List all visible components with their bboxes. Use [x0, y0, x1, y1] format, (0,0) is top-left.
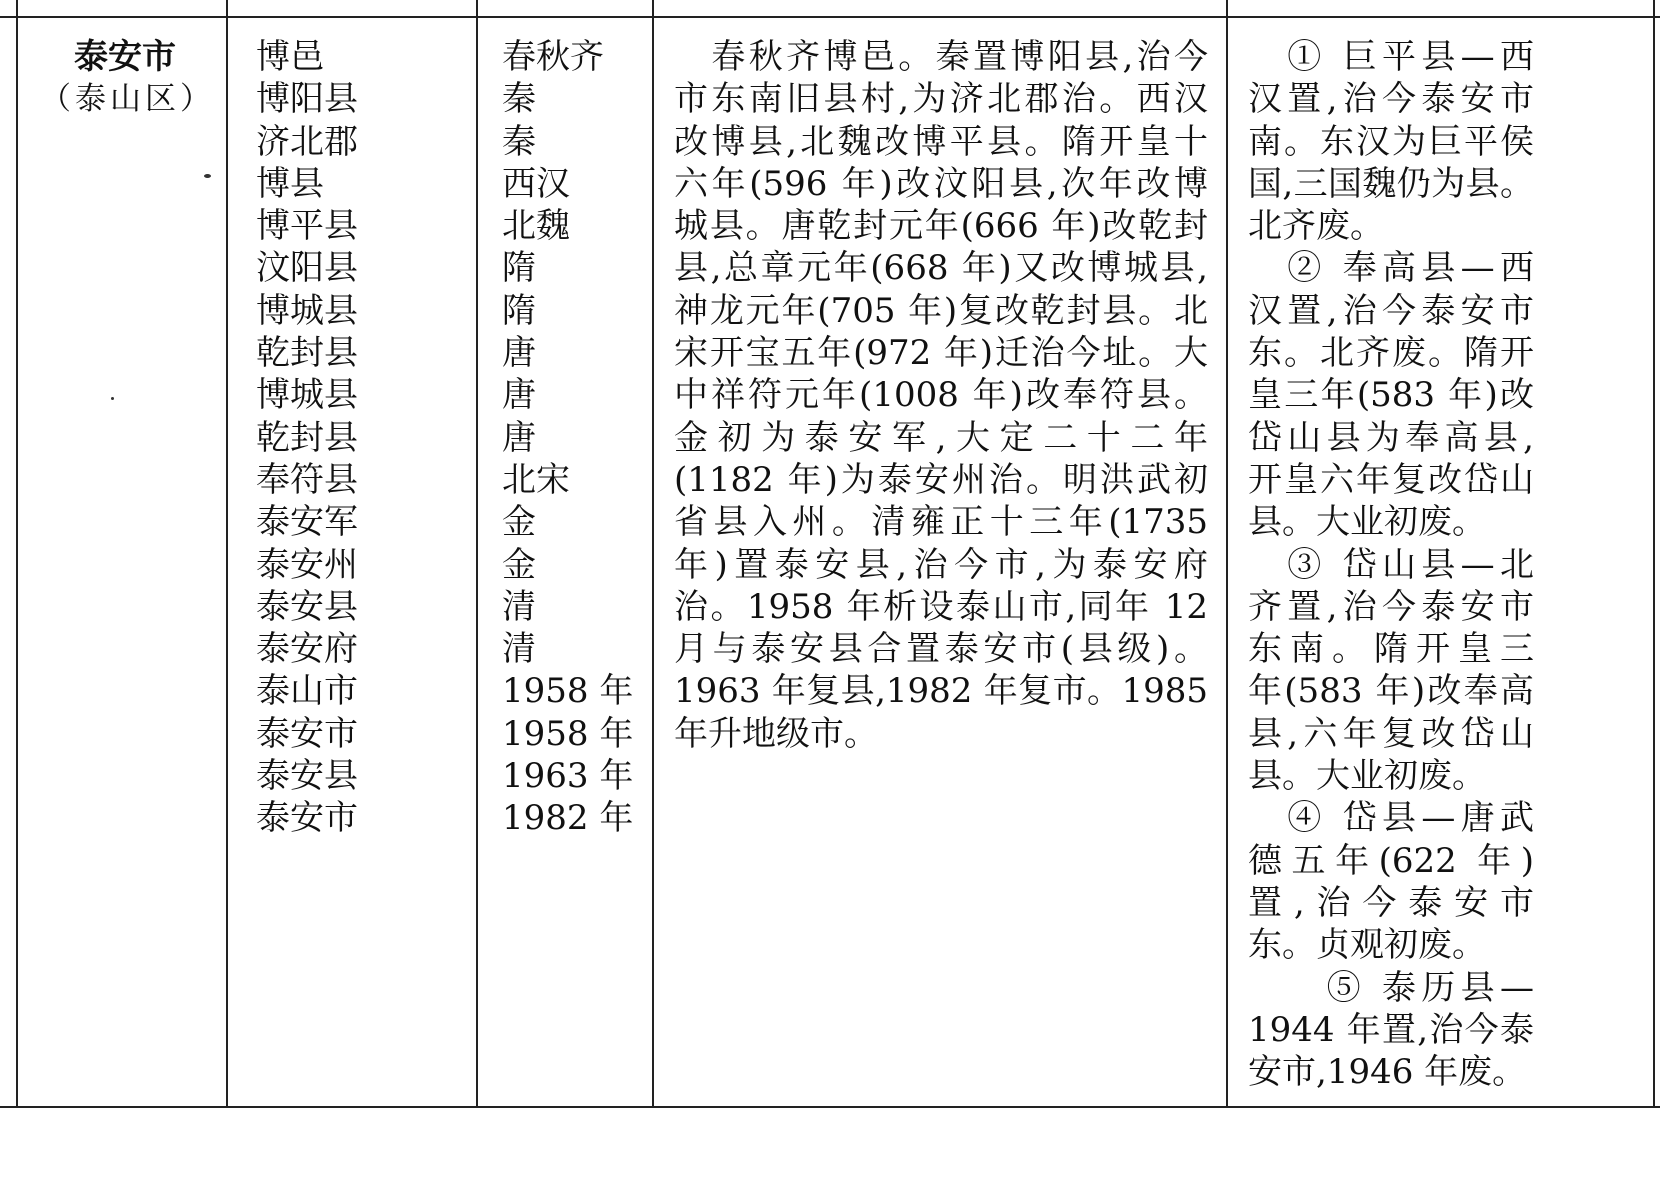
historical-name: 泰安县 — [256, 756, 358, 797]
historical-name: 泰安市 — [256, 798, 358, 839]
historical-name: 泰山市 — [256, 671, 358, 712]
note-line: 1944 年置,治今泰 — [1248, 1009, 1534, 1050]
history-line: 神龙元年(705 年)复改乾封县。北 — [674, 290, 1208, 331]
history-line: (1182 年)为泰安州治。明洪武初 — [674, 459, 1208, 500]
historical-name: 泰安州 — [256, 544, 358, 585]
note-line: ④ 岱县—唐武 — [1248, 798, 1534, 839]
note-line: 皇三年(583 年)改 — [1248, 375, 1534, 416]
column-divider-2 — [476, 0, 478, 1108]
history-line: 春秋齐博邑。秦置博阳县,治今 — [674, 37, 1208, 77]
note-line: 置,治今泰安市 — [1248, 882, 1534, 923]
historical-name: 博城县 — [256, 375, 358, 416]
period: 北宋 — [502, 459, 570, 500]
history-line: 年)置泰安县,治今市,为泰安府 — [674, 544, 1208, 585]
note-line: 德五年(622 年) — [1248, 840, 1534, 881]
note-line: 年(583 年)改奉高 — [1248, 671, 1534, 712]
scan-speck — [111, 397, 114, 400]
history-line: 金初为泰安军,大定二十二年 — [674, 417, 1208, 458]
column-divider-3 — [652, 0, 654, 1108]
period: 秦 — [502, 79, 536, 120]
history-line: 改博县,北魏改博平县。隋开皇十 — [674, 121, 1208, 162]
period: 北魏 — [502, 206, 570, 247]
history-column — [674, 36, 1208, 755]
note-line: 汉置,治今泰安市 — [1248, 290, 1534, 331]
history-line: 县,总章元年(668 年)又改博城县, — [674, 248, 1208, 289]
note-line: ⑤ 泰历县— — [1248, 967, 1534, 1008]
historical-name: 博邑 — [256, 37, 324, 77]
history-line: 月与泰安县合置泰安市(县级)。 — [674, 629, 1208, 670]
scan-speck — [204, 174, 211, 178]
period: 金 — [502, 502, 536, 543]
historical-name: 济北郡 — [256, 121, 358, 162]
historical-name: 汶阳县 — [256, 248, 358, 289]
period: 唐 — [502, 375, 536, 416]
note-line: 齐置,治今泰安市 — [1248, 586, 1534, 627]
period: 唐 — [502, 333, 536, 374]
note-line: 南。东汉为巨平侯 — [1248, 121, 1534, 162]
note-line: 县,六年复改岱山 — [1248, 713, 1534, 754]
note-line: 县。大业初废。 — [1248, 502, 1486, 543]
period: 西汉 — [502, 163, 570, 204]
period: 1963 年 — [502, 756, 634, 797]
period: 清 — [502, 629, 536, 670]
period: 春秋齐 — [502, 37, 604, 77]
note-line: 汉置,治今泰安市 — [1248, 79, 1534, 120]
note-line: 东。贞观初废。 — [1248, 925, 1486, 966]
history-line: 六年(596 年)改汶阳县,次年改博 — [674, 163, 1208, 204]
period: 隋 — [502, 248, 536, 289]
history-line: 省县入州。清雍正十三年(1735 — [674, 502, 1208, 543]
period: 隋 — [502, 290, 536, 331]
historical-name: 博阳县 — [256, 79, 358, 120]
history-line: 治。1958 年析设泰山市,同年 12 — [674, 586, 1208, 627]
table-border-right — [1653, 0, 1655, 1108]
note-line: 岱山县为奉高县, — [1248, 417, 1534, 458]
period: 1982 年 — [502, 798, 634, 839]
note-line: 东。北齐废。隋开 — [1248, 333, 1534, 374]
note-line: 国,三国魏仍为县。 — [1248, 163, 1534, 204]
history-line: 1963 年复县,1982 年复市。1985 — [674, 671, 1208, 712]
history-line: 市东南旧县村,为济北郡治。西汉 — [674, 79, 1208, 120]
table-bottom-rule — [0, 1106, 1660, 1108]
historical-name: 乾封县 — [256, 333, 358, 374]
note-line: ③ 岱山县—北 — [1248, 544, 1534, 585]
names-column — [256, 36, 456, 840]
periods-column — [502, 36, 642, 840]
period: 金 — [502, 544, 536, 585]
period: 1958 年 — [502, 713, 634, 754]
table-border-left — [16, 0, 18, 1108]
history-line: 中祥符元年(1008 年)改奉符县。 — [674, 375, 1208, 416]
note-line: 北齐废。 — [1248, 206, 1384, 247]
historical-name: 博城县 — [256, 290, 358, 331]
period: 1958 年 — [502, 671, 634, 712]
period: 唐 — [502, 417, 536, 458]
note-line: 东南。隋开皇三 — [1248, 629, 1534, 670]
note-line: 安市,1946 年废。 — [1248, 1052, 1527, 1093]
period: 清 — [502, 586, 536, 627]
header-bottom-rule — [0, 16, 1660, 18]
note-line: 开皇六年复改岱山 — [1248, 459, 1534, 500]
historical-name: 乾封县 — [256, 417, 358, 458]
note-line: ① 巨平县—西 — [1248, 37, 1534, 77]
historical-name: 泰安军 — [256, 502, 358, 543]
city-column — [40, 36, 215, 121]
history-line: 城县。唐乾封元年(666 年)改乾封 — [674, 206, 1208, 247]
city-district: （泰山区） — [40, 81, 215, 118]
historical-name: 博平县 — [256, 206, 358, 247]
history-line: 年升地级市。 — [674, 713, 878, 754]
column-divider-1 — [226, 0, 228, 1108]
note-line: 县。大业初废。 — [1248, 756, 1486, 797]
historical-name: 泰安市 — [256, 713, 358, 754]
note-line: ② 奉高县—西 — [1248, 248, 1534, 289]
history-line: 宋开宝五年(972 年)迁治今址。大 — [674, 333, 1208, 374]
notes-column — [1248, 36, 1534, 1093]
historical-name: 泰安县 — [256, 586, 358, 627]
historical-name: 博县 — [256, 163, 324, 204]
historical-name: 泰安府 — [256, 629, 358, 670]
city-name: 泰安市 — [74, 37, 176, 77]
period: 秦 — [502, 121, 536, 162]
historical-name: 奉符县 — [256, 459, 358, 500]
column-divider-4 — [1226, 0, 1228, 1108]
